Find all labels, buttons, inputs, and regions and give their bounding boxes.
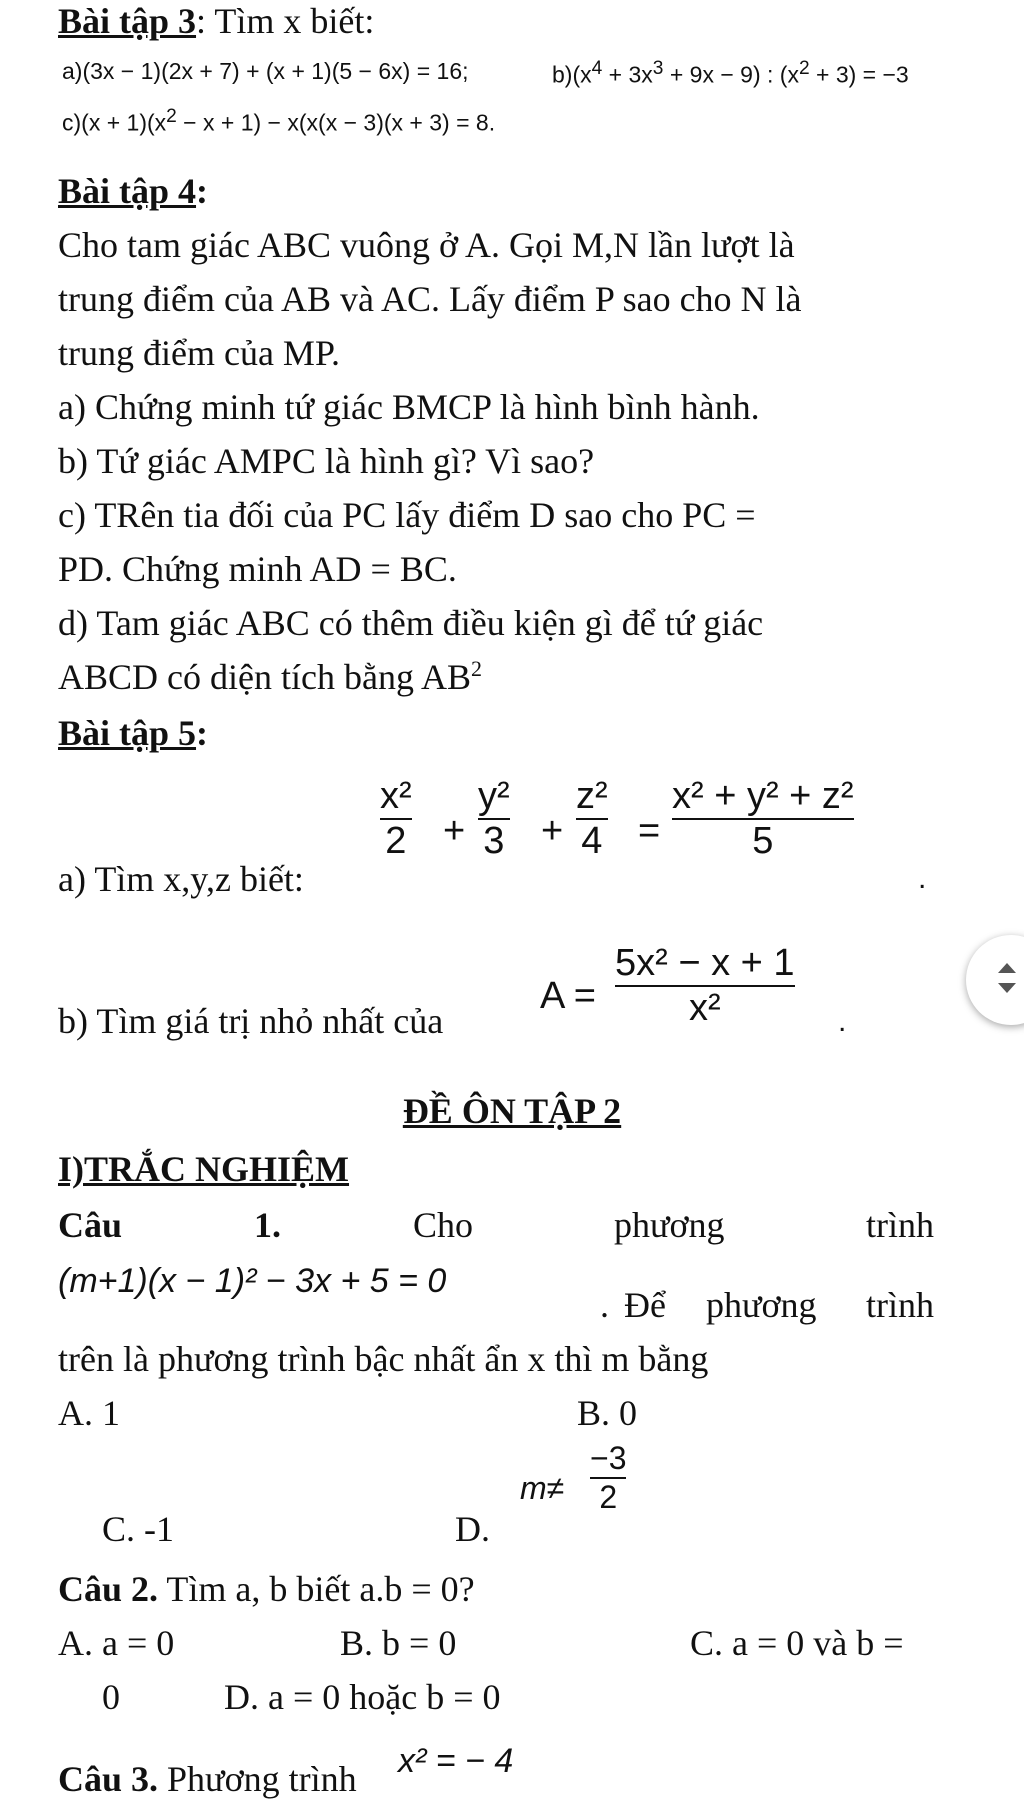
bt5-a-frac2: [478, 775, 510, 863]
plus-sign: +: [443, 810, 466, 852]
frac-numerator: 5x² − x + 1: [615, 942, 795, 984]
bt4-line: d) Tam giác ABC có thêm điều kiện gì để tứ giác: [58, 603, 764, 643]
bt4-line: Cho tam giác ABC vuông ở A. Gọi M,N lần lượt là: [58, 225, 795, 265]
bt3-eq-b-part: b)(x: [552, 61, 592, 88]
cau1-line3: trên là phương trình bậc nhất ẩn x thì m bằng: [58, 1339, 709, 1379]
cau1-word: 1.: [254, 1205, 281, 1245]
chevron-down-icon: [998, 983, 1016, 993]
chevron-up-icon: [998, 963, 1016, 973]
bt5-title: Bài tập 5: [58, 713, 197, 753]
cau2-option-c[interactable]: C. a = 0 và b =: [690, 1623, 904, 1663]
cau1-word: Cho: [413, 1205, 474, 1245]
bt5-a-frac4: [672, 775, 854, 863]
end-dot: .: [838, 1005, 847, 1038]
bt3-eq-b-part: + 3) = −3: [809, 61, 909, 88]
cau1-option-d-frac: [590, 1440, 626, 1516]
frac-denominator: 2: [385, 820, 407, 862]
bt4-line: a) Chứng minh tứ giác BMCP là hình bình hành.: [58, 387, 760, 427]
frac-numerator: −3: [590, 1440, 627, 1476]
bt3-title-suffix: : Tìm x biết:: [196, 1, 375, 41]
de2-title: ĐỀ ÔN TẬP 2: [402, 1091, 622, 1131]
cau2-label: Câu 2.: [58, 1569, 159, 1609]
cau1-option-c[interactable]: C. -1: [102, 1509, 174, 1549]
cau1-equation: (m+1)(x − 1)² − 3x + 5 = 0: [58, 1262, 447, 1300]
bt4-line: trung điểm của AB và AC. Lấy điểm P sao cho N là: [58, 279, 802, 319]
frac-denominator: 2: [599, 1479, 618, 1515]
frac-numerator: x² + y² + z²: [672, 775, 854, 817]
frac-denominator: 5: [752, 820, 774, 862]
cau1-word: trình: [866, 1285, 934, 1325]
bt5-b-lhs: A =: [540, 975, 596, 1017]
frac-denominator: 3: [483, 820, 505, 862]
cau3-question: [58, 1758, 357, 1800]
bt3-eq-c-part: − x + 1) − x(x(x − 3)(x + 3) = 8.: [176, 109, 496, 136]
cau2-option-d[interactable]: D. a = 0 hoặc b = 0: [224, 1677, 501, 1717]
frac-denominator: 4: [581, 820, 603, 862]
bt3-eq-b-sup: 4: [591, 58, 603, 79]
cau3-equation: x² = − 4: [398, 1742, 514, 1780]
bt4-line-last: [58, 656, 482, 698]
frac-numerator: z²: [576, 775, 608, 817]
bt4-line: b) Tứ giác AMPC là hình gì? Vì sao?: [58, 441, 595, 481]
bt3-eq-b-part: + 9x − 9) : (x: [663, 61, 799, 88]
bt4-title: Bài tập 4: [58, 171, 197, 211]
cau1-word: trình: [866, 1205, 934, 1245]
bt3-eq-b: [552, 58, 909, 89]
cau3-text: Phương trình: [158, 1759, 357, 1799]
cau2-option-c-cont: 0: [102, 1677, 120, 1717]
cau1-option-a[interactable]: A. 1: [58, 1393, 120, 1433]
bt5-b-label: b) Tìm giá trị nhỏ nhất của: [58, 1001, 444, 1041]
frac-denominator: x²: [688, 987, 721, 1029]
cau1-word: Câu: [58, 1205, 123, 1245]
cau1-option-d-expr: m≠: [520, 1470, 565, 1506]
equals-sign: =: [638, 810, 661, 852]
bt3-eq-a: a)(3x − 1)(2x + 7) + (x + 1)(5 − 6x) = 16;: [62, 58, 469, 84]
section-heading: I)TRẮC NGHIỆM: [58, 1149, 350, 1189]
bt3-eq-c: [62, 106, 495, 137]
cau1-word: phương: [614, 1205, 725, 1245]
bt5-b-frac: [615, 942, 795, 1030]
cau1-word: phương: [706, 1285, 817, 1325]
frac-numerator: x²: [380, 775, 412, 817]
cau1-option-b[interactable]: B. 0: [577, 1393, 638, 1433]
bt5-title-colon: :: [196, 713, 209, 753]
plus-sign: +: [541, 810, 564, 852]
scroll-handle-button[interactable]: [966, 935, 1024, 1025]
cau1-eq-dot: .: [600, 1285, 609, 1325]
bt3-eq-b-sup: 2: [798, 58, 810, 79]
frac-numerator: y²: [478, 775, 510, 817]
bt4-line: trung điểm của MP.: [58, 333, 340, 373]
bt3-eq-c-sup: 2: [166, 106, 177, 127]
bt4-line: PD. Chứng minh AD = BC.: [58, 549, 457, 589]
cau2-text: Tìm a, b biết a.b = 0?: [158, 1569, 475, 1609]
cau1-word: Để: [624, 1285, 666, 1325]
cau2-option-a[interactable]: A. a = 0: [58, 1623, 175, 1663]
bt5-a-frac1: [380, 775, 412, 863]
bt4-title-colon: :: [196, 171, 209, 211]
bt4-line: c) TRên tia đối của PC lấy điểm D sao cho PC =: [58, 495, 756, 535]
bt5-heading: [58, 712, 208, 754]
end-dot: .: [918, 862, 927, 895]
cau2-question: [58, 1568, 475, 1610]
bt3-eq-b-part: + 3x: [602, 61, 653, 88]
bt3-eq-c-part: c)(x + 1)(x: [62, 109, 167, 136]
cau3-label: Câu 3.: [58, 1759, 159, 1799]
bt3-heading: [58, 0, 374, 42]
bt5-a-label: a) Tìm x,y,z biết:: [58, 859, 304, 899]
bt5-a-frac3: [576, 775, 608, 863]
cau2-option-b[interactable]: B. b = 0: [340, 1623, 457, 1663]
bt4-heading: [58, 170, 208, 212]
bt3-title: Bài tập 3: [58, 1, 197, 41]
bt3-eq-b-sup: 3: [652, 58, 664, 79]
bt4-last-text: ABCD có diện tích bằng AB: [58, 657, 471, 697]
cau1-option-d[interactable]: D.: [455, 1509, 490, 1549]
bt4-last-sup: 2: [470, 656, 482, 681]
